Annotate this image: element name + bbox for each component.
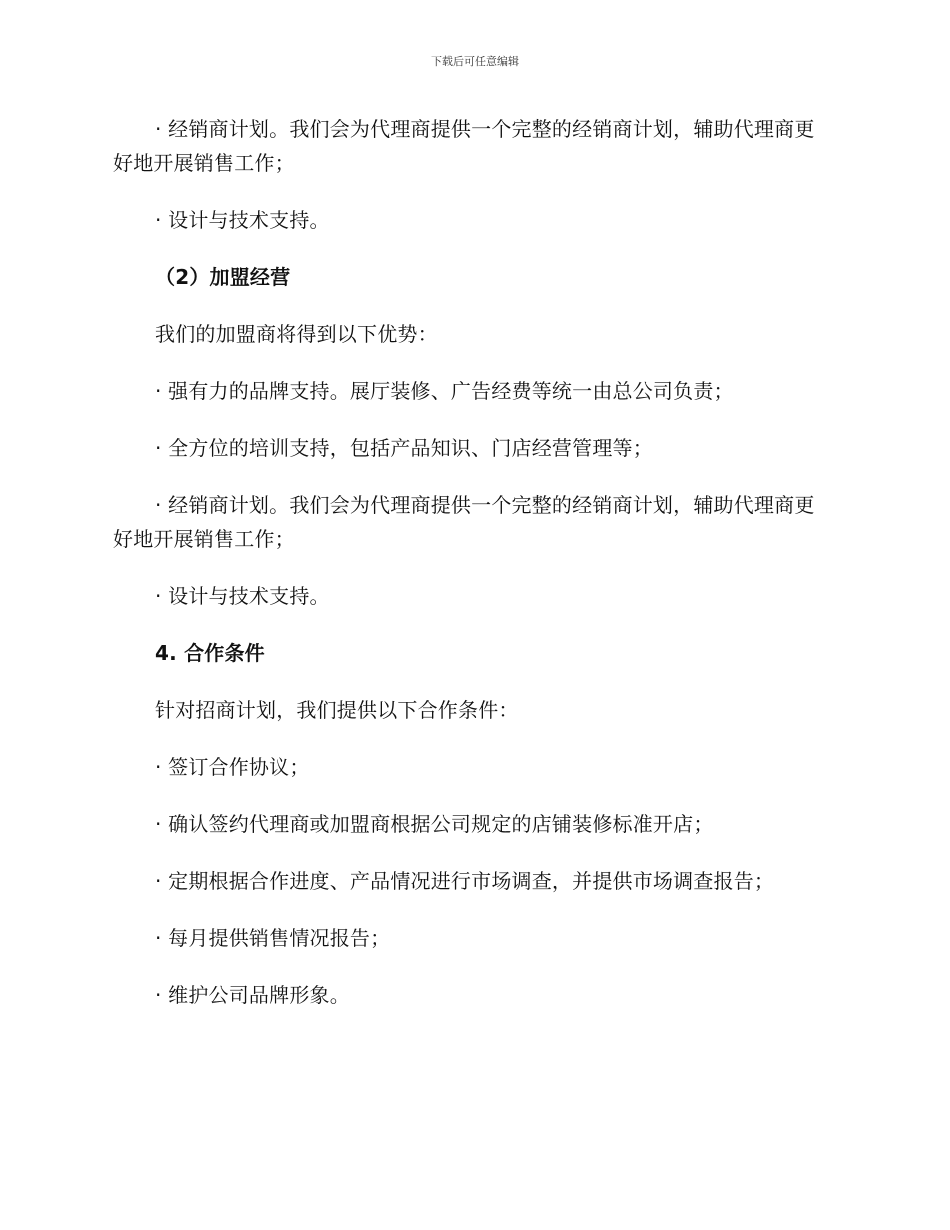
section-heading-cooperation: 4. 合作条件 — [155, 641, 265, 665]
list-item-design-support-2: · 设计与技术支持。 — [155, 584, 330, 608]
list-item-dealer-plan: · 经销商计划。我们会为代理商提供一个完整的经销商计划，辅助代理商更好地开展销售工作； — [113, 117, 815, 175]
paragraph-cooperation-intro: 针对招商计划，我们提供以下合作条件： — [155, 698, 519, 722]
page-header: 下载后可任意编辑 — [431, 55, 519, 68]
list-item-sales-report: · 每月提供销售情况报告； — [155, 926, 391, 950]
document-body — [113, 112, 828, 1012]
section-heading-franchise: （2）加盟经营 — [155, 265, 291, 289]
list-item-design-support: · 设计与技术支持。 — [155, 208, 330, 232]
list-item-store-standard: · 确认签约代理商或加盟商根据公司规定的店铺装修标准开店； — [155, 812, 714, 836]
list-item-dealer-plan-2: · 经销商计划。我们会为代理商提供一个完整的经销商计划，辅助代理商更好地开展销售工作； — [113, 493, 815, 551]
list-item-brand-support: · 强有力的品牌支持。展厅装修、广告经费等统一由总公司负责； — [155, 379, 734, 403]
list-item-sign-agreement: · 签订合作协议； — [155, 755, 310, 779]
list-item-training-support: · 全方位的培训支持，包括产品知识、门店经营管理等； — [155, 436, 653, 460]
paragraph-franchise-intro: 我们的加盟商将得到以下优势： — [155, 322, 438, 346]
list-item-brand-image: · 维护公司品牌形象。 — [155, 983, 350, 1007]
list-item-market-research: · 定期根据合作进度、产品情况进行市场调查，并提供市场调查报告； — [155, 869, 775, 893]
